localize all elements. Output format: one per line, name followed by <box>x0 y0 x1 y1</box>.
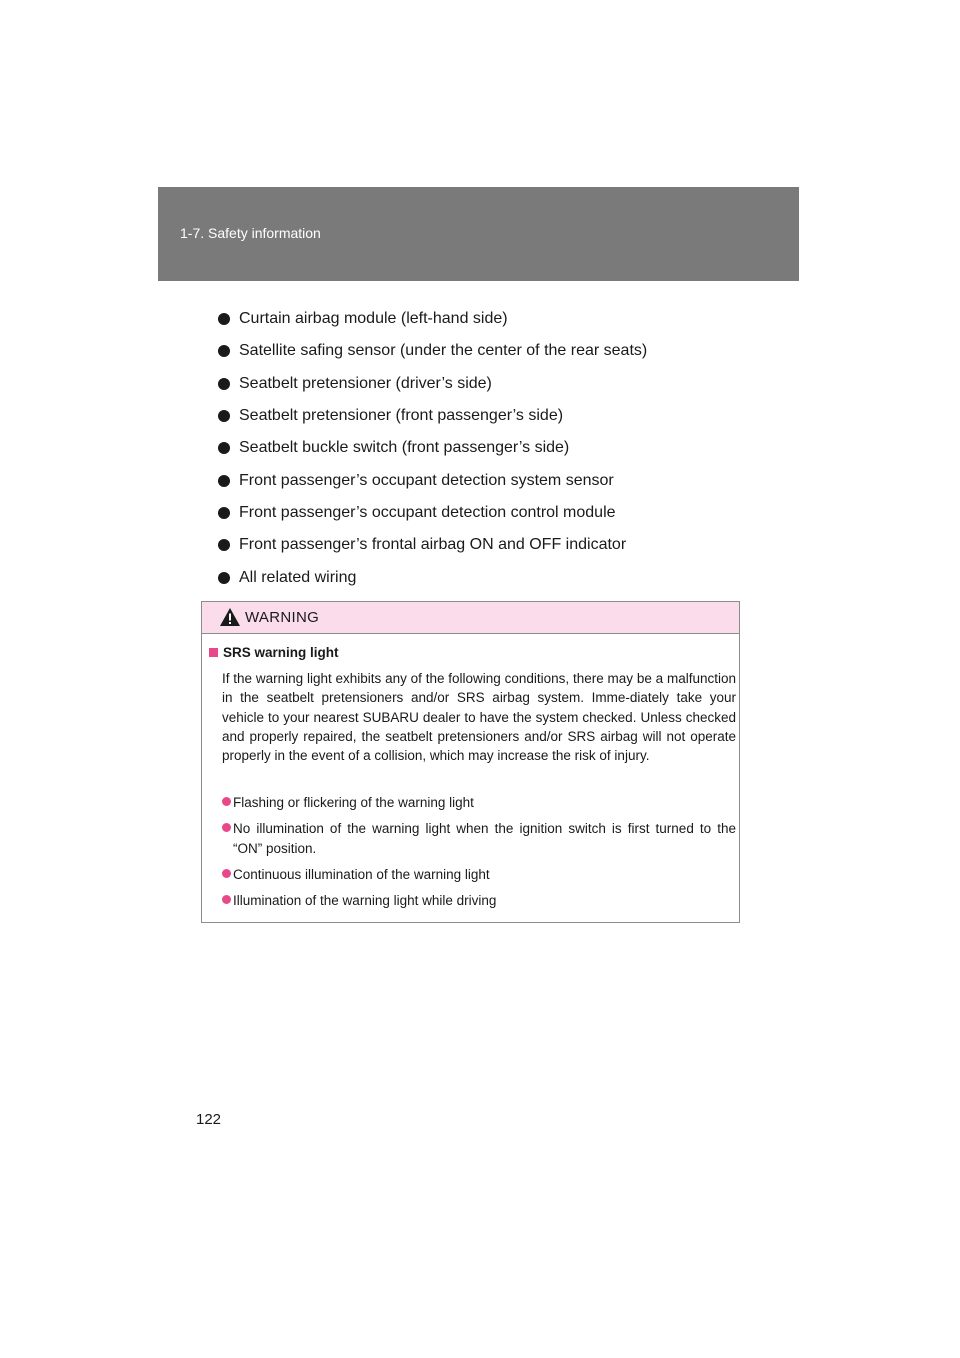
bullet-icon <box>218 475 230 487</box>
list-item: Front passenger’s occupant detection system sensor <box>218 464 778 496</box>
warning-heading: SRS warning light <box>209 645 339 660</box>
list-item: Seatbelt pretensioner (driver’s side) <box>218 368 778 400</box>
srs-component-list <box>218 303 778 594</box>
bullet-icon <box>218 378 230 390</box>
section-header <box>158 187 799 281</box>
warning-body <box>202 634 739 922</box>
bullet-icon <box>222 895 231 904</box>
bullet-icon <box>218 345 230 357</box>
bullet-icon <box>222 823 231 832</box>
list-item: Curtain airbag module (left-hand side) <box>218 303 778 335</box>
list-item: No illumination of the warning light when the ignition switch is first turned to the “ON” position. <box>222 819 736 858</box>
bullet-icon <box>218 507 230 519</box>
page-number: 122 <box>196 1111 222 1128</box>
square-bullet-icon <box>209 648 218 657</box>
list-item: Seatbelt buckle switch (front passenger’s side) <box>218 432 778 464</box>
bullet-icon <box>218 572 230 584</box>
list-item: Satellite safing sensor (under the center of the rear seats) <box>218 335 778 367</box>
bullet-icon <box>218 539 230 551</box>
warning-box <box>201 601 740 923</box>
bullet-icon <box>222 869 231 878</box>
warning-triangle-icon <box>219 607 241 627</box>
list-item: Illumination of the warning light while driving <box>222 891 736 910</box>
warning-conditions-list <box>222 793 736 917</box>
list-item: Front passenger’s occupant detection control module <box>218 497 778 529</box>
bullet-icon <box>218 442 230 454</box>
bullet-icon <box>218 410 230 422</box>
list-item: Seatbelt pretensioner (front passenger’s side) <box>218 400 778 432</box>
warning-header <box>202 602 739 634</box>
bullet-icon <box>222 797 231 806</box>
list-item: All related wiring <box>218 561 778 593</box>
warning-label: WARNING <box>245 609 320 626</box>
list-item: Front passenger’s frontal airbag ON and OFF indicator <box>218 529 778 561</box>
list-item: Continuous illumination of the warning light <box>222 865 736 884</box>
warning-paragraph: If the warning light exhibits any of the following conditions, there may be a malfunction in the seatbelt pretensioners and/or SRS airbag system. Imme-diately take your vehicle to your nearest SUBARU dealer to have the system checked. Unless checked and properly repaired, the seatbelt pretensioners and/or SRS airbag will not operate properly in the event of a collision, which may increase the risk of injury. <box>222 671 736 764</box>
list-item: Flashing or flickering of the warning light <box>222 793 736 812</box>
bullet-icon <box>218 313 230 325</box>
section-title: 1-7. Safety information <box>180 225 321 241</box>
